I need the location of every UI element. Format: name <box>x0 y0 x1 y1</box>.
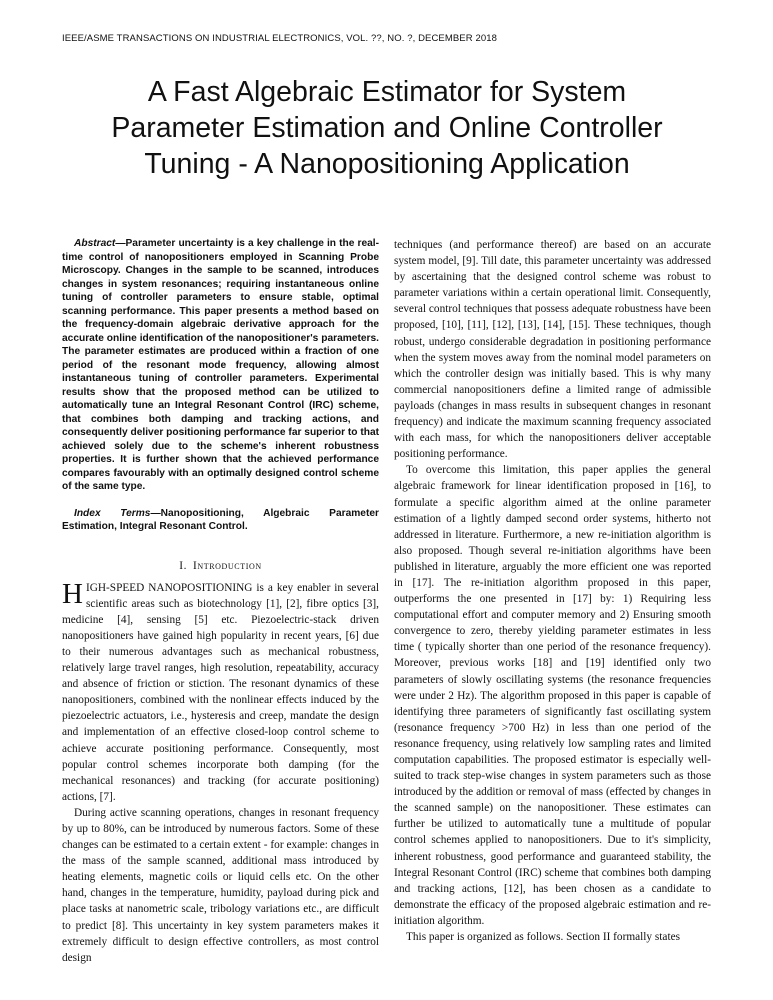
intro-paragraph-1 <box>62 577 379 805</box>
section-heading <box>62 558 379 574</box>
running-head: IEEE/ASME TRANSACTIONS ON INDUSTRIAL ELECTRONICS, VOL. ??, NO. ?, DECEMBER 2018 <box>62 33 497 44</box>
section-number: I. <box>179 559 188 572</box>
right-column <box>394 237 711 945</box>
intro-paragraph-4: This paper is organized as follows. Section II formally states <box>406 931 680 944</box>
intro-paragraph-1-text: is a key enabler in several scientific areas such as biotechnology [1], [2], fibre optics [3], medicine [4], sensing [5] etc. Piezoelectric-stack driven nanopositioners have gained high popularity in recent years, [6] due to their numerous advantages such as mechanical robustness, relatively large travel ranges, high resolution, repeatability, accuracy and absence of friction or stiction. The resonant dynamics of these nanopositioners, combined with the nonlinear effects induced by the piezoelectric actuators, i.e., hysteresis and creep, mandate the design and implementation of an effective closed-loop control scheme to achieve accurate positioning performance. Consequently, most popular control schemes incorporate both damping (for the mechanical resonances) and tracking (for accurate positioning) actions, [7]. <box>62 581 379 803</box>
abstract-label: Abstract <box>74 238 116 249</box>
drop-cap: H <box>62 577 83 610</box>
abstract-text: —Parameter uncertainty is a key challenge in the real-time control of nanopositioners employed in Scanning Probe Microscopy. Changes in the sample to be scanned, introduces changes in system resonances; requiring instantaneous online tuning of controller parameters to ensure stable, optimal scanning performance. This paper presents a method based on the frequency-domain algebraic derivative approach for the accurate online identification of the nanopositioner's parameters. The parameter estimates are produced within a fraction of one period of the resonant mode frequency, allowing almost instantaneous tuning of controller parameters. Experimental results show that the proposed method can be utilized to automatically tune an Integral Resonant Control (IRC) scheme, that combines both damping and tracking actions, and consequently deliver positioning performance far superior to that achieved solely due to the scheme's inherent robustness properties. It is further shown that the achieved performance compares favourably with an optimally designed control scheme of the same type. <box>62 238 379 492</box>
intro-paragraph-2: During active scanning operations, changes in resonant frequency by up to 80%, can be introduced by numerous factors. Some of these changes can be estimated to a certain extent - for example: changes in the mass of the sample scanned, additional mass introduced by heating elements, magnetic coils or liquid cells etc. On the other hand, changes in the temperature, humidity, payload during pick and place tasks at nanometric scale, tribology variations etc., are difficult to predict [8]. This uncertainty in key system parameters makes it extremely difficult to design effective controllers, as most control design <box>62 806 379 964</box>
left-column <box>62 237 379 966</box>
paper-title <box>62 74 712 182</box>
title-line-1: A Fast Algebraic Estimator for System <box>147 76 627 108</box>
title-line-3: Tuning - A Nanopositioning Application <box>144 148 630 180</box>
index-terms <box>62 507 379 534</box>
index-terms-text: —Nanopositioning, Algebraic Parameter Estimation, Integral Resonant Control. <box>62 507 379 532</box>
intro-paragraph-2-continued: techniques (and performance thereof) are based on an accurate system model, [9]. Till date, this parameter uncertainty was addressed by ascertaining that the designed control scheme was robust to parameter variations within a certain operational limit. Consequently, several control techniques that possess adequate robustness have been proposed, [10], [11], [12], [13], [14], [15]. These techniques, though robust, undergo considerable degradation in positioning performance when the system moves away from the nominal model parameters on which the controller design was initially based. This is why many commercial nanopositioners define a limited range of admissible payloads (changes in mass results in subsequent changes in resonant frequency) and indicate the maximum scanning frequency associated with each mass, for which the nanopositioners deliver acceptable positioning performance. <box>394 239 711 461</box>
section-title: Introduction <box>193 559 262 572</box>
title-line-2: Parameter Estimation and Online Controller <box>111 112 663 144</box>
index-terms-label: Index Terms <box>74 507 151 519</box>
abstract <box>62 237 379 494</box>
intro-lead: IGH-SPEED NANOPOSITIONING <box>85 581 253 594</box>
intro-paragraph-3: To overcome this limitation, this paper applies the general algebraic framework for linear identification proposed in [16], to formulate a specific algorithm aimed at the online parameter estimation of a lightly damped second order systems, hitherto not addressed in literature. Furthermore, a new re-initiation algorithm is also proposed. Though several re-initiation algorithms have been published in literature, arguably the more efficient one was reported in [17]. The re-initiation algorithm proposed in this paper, outperforms the one presented in [17] by: 1) Requiring less computational effort and computer memory and 2) Ensuring smooth convergence to zero, thereby yielding parameter estimates in less time ( typically shorter than one period of the resonance frequency). Moreover, previous works [18] and [19] identified only two parameters of slowly oscillating systems (the resonance frequencies were under 2 Hz). The algorithm proposed in this paper is capable of identifying three parameters of significantly fast oscillating system (resonance frequency >700 Hz) in less than one period of the resonance frequency, using relatively low sampling rates and limited computation capabilities. The proposed estimator is especially well-suited to track step-wise changes in system parameters such as those introduced by the addition or removal of mass (effected by changes in the scanned sample) on the nanopositioner. These estimates can further be utilized to automatically tune a multitude of popular control schemes applied to nanopositioners. Due to it's simplicity, inherent robustness, good performance and guaranteed stability, the Integral Resonant Control (IRC) scheme that combines both damping and tracking actions, [12], has been chosen as a candidate to demonstrate the efficacy of the proposed algebraic estimation and re-initiation algorithm. <box>394 464 711 927</box>
